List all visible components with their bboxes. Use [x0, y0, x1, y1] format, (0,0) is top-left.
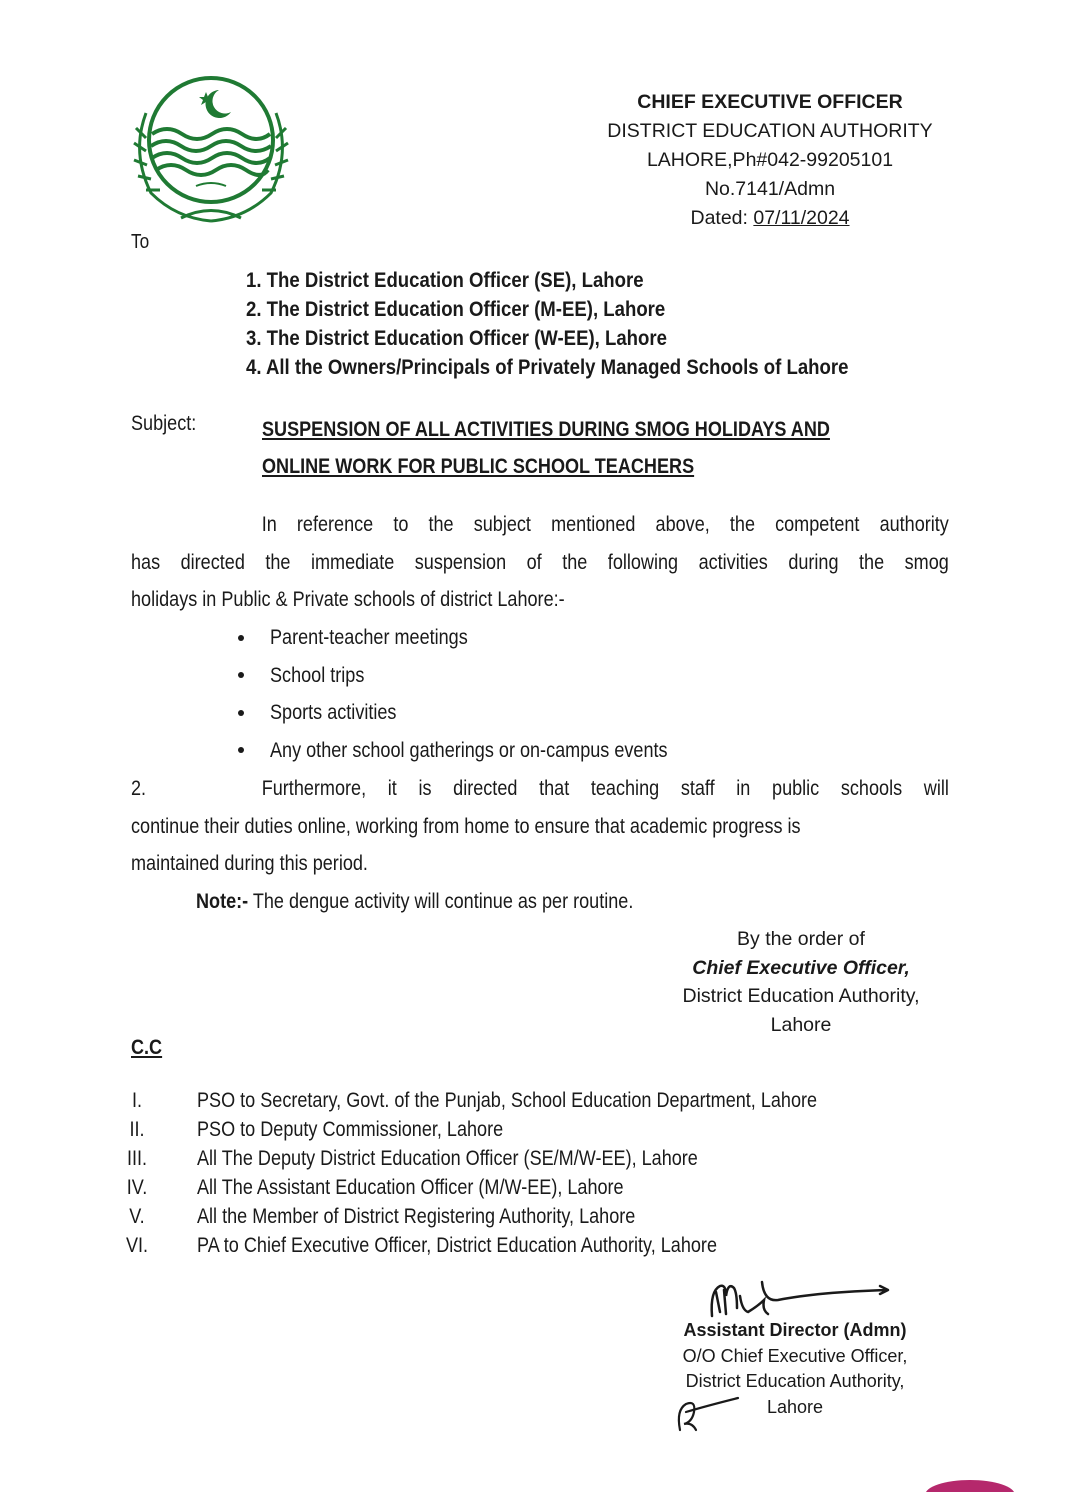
cc-list — [112, 1086, 918, 1260]
signatory-designation: Assistant Director (Admn) — [683, 1320, 907, 1340]
order-authority: Chief Executive Officer, — [692, 956, 910, 979]
paragraph-1-line-3: holidays in Public & Private schools of district Lahore:- — [131, 588, 565, 611]
location-phone: LAHORE,Ph#042-99205101 — [646, 149, 894, 171]
order-line: By the order of — [737, 928, 865, 950]
paragraph-2-line-3: maintained during this period. — [131, 852, 368, 875]
office-title: CHIEF EXECUTIVE OFFICER — [637, 91, 903, 113]
dated-line — [580, 204, 960, 233]
bullet-icon — [238, 672, 244, 678]
bullet-icon — [238, 747, 244, 753]
order-line: District Education Authority, — [682, 985, 920, 1007]
reference-number: No.7141/Admn — [704, 178, 836, 200]
note-text: The dengue activity will continue as per routine. — [248, 890, 634, 913]
cc-item: II. PSO to Deputy Commissioner, Lahore — [129, 1118, 504, 1141]
bullet-icon — [238, 710, 244, 716]
suspended-activities-list — [231, 619, 732, 769]
organization-name: DISTRICT EDUCATION AUTHORITY — [607, 120, 933, 142]
list-item: Sports activities — [231, 694, 732, 732]
recipient-item: 1. The District Education Officer (SE), Lahore — [246, 269, 644, 292]
date-value: 07/11/2024 — [753, 207, 850, 229]
signoff-line: O/O Chief Executive Officer, — [682, 1345, 908, 1366]
cc-item: IV. All The Assistant Education Officer (M/W-EE), Lahore — [126, 1176, 624, 1199]
list-item: School trips — [231, 657, 732, 695]
paragraph-1-line-2: has directed the immediate suspension of the following activities during the smog — [131, 550, 949, 574]
paragraph-2 — [131, 770, 1080, 883]
cc-item: VI. PA to Chief Executive Officer, District Education Authority, Lahore — [125, 1234, 717, 1257]
recipient-item: 2. The District Education Officer (M-EE), Lahore — [246, 298, 666, 321]
subject-heading — [262, 411, 962, 485]
paragraph-number: 2. — [131, 777, 147, 800]
letterhead — [580, 88, 960, 233]
subject-line: SUSPENSION OF ALL ACTIVITIES DURING SMOG HOLIDAYS AND — [262, 418, 830, 441]
dated-label: Dated: — [690, 207, 754, 229]
note-line — [196, 883, 633, 920]
initials-signature-icon — [672, 1392, 742, 1432]
bullet-icon — [238, 635, 244, 641]
punjab-government-emblem-icon — [126, 68, 296, 228]
corner-badge — [925, 1480, 1015, 1492]
paragraph-2-line-1: 2. Furthermore, it is directed that teaching staff in public schools will — [131, 770, 949, 808]
signature-icon — [700, 1274, 900, 1324]
note-label: Note:- — [196, 890, 249, 913]
order-block — [640, 925, 962, 1039]
cc-item: V. All the Member of District Registering Authority, Lahore — [129, 1205, 636, 1228]
subject-label: Subject: — [131, 412, 197, 435]
signoff-line: District Education Authority, — [685, 1371, 905, 1391]
to-label: To — [131, 231, 150, 253]
recipient-item: 4. All the Owners/Principals of Privately Managed Schools of Lahore — [246, 356, 849, 379]
list-item: Parent-teacher meetings — [231, 619, 732, 657]
order-line: Lahore — [770, 1013, 832, 1036]
paragraph-2-line-2: continue their duties online, working from home to ensure that academic progress is — [131, 814, 801, 838]
list-item: Any other school gatherings or on-campus events — [231, 732, 732, 770]
recipient-item: 3. The District Education Officer (W-EE), Lahore — [246, 327, 667, 350]
cc-item: I. PSO to Secretary, Govt. of the Punjab, School Education Department, Lahore — [131, 1089, 818, 1112]
recipient-list — [246, 266, 927, 382]
subject-line: ONLINE WORK FOR PUBLIC SCHOOL TEACHERS — [262, 455, 695, 478]
paragraph-1 — [131, 506, 1080, 619]
cc-item: III. All The Deputy District Education Officer (SE/M/W-EE), Lahore — [126, 1147, 698, 1170]
cc-heading: C.C — [131, 1036, 163, 1059]
signoff-line: Lahore — [766, 1396, 824, 1417]
paragraph-1-line-1: In reference to the subject mentioned above, the competent authority — [261, 513, 949, 536]
